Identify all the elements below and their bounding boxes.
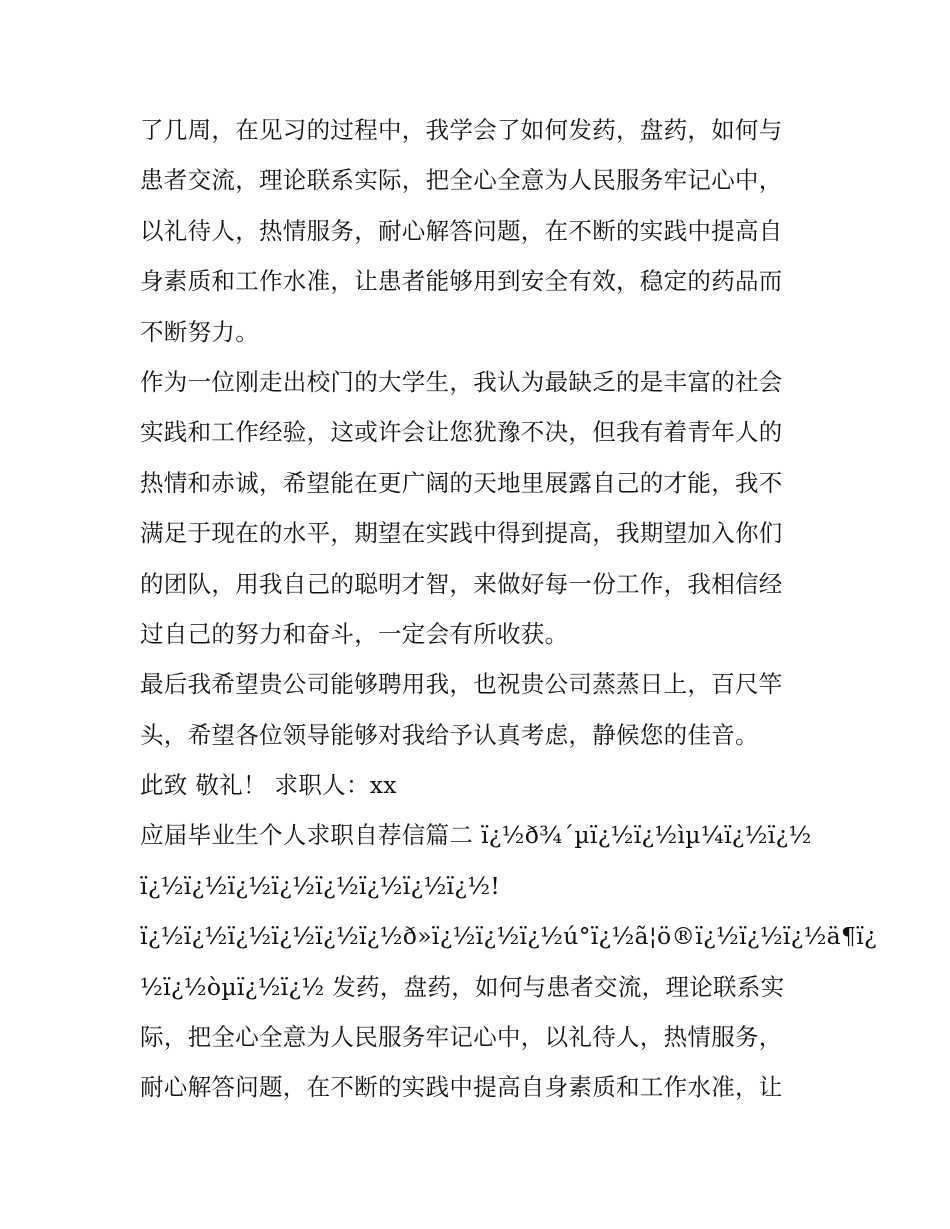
text-line: 身素质和工作水准，让患者能够用到安全有效，稳定的药品而 — [140, 267, 783, 296]
text-line: 了几周，在见习的过程中，我学会了如何发药，盘药，如何与 — [140, 116, 783, 144]
text-line: 以礼待人，热情服务，耐心解答问题，在不断的实践中提高自 — [140, 216, 783, 245]
text-line: 应届毕业生个人求职自荐信篇二 ï¿½ð¾´µï¿½ï¿½ìµ¼ï¿½ï¿½ — [140, 821, 812, 850]
text-line: 过自己的努力和奋斗，一定会有所收获。 — [140, 619, 569, 648]
text-line: 热情和赤诚，希望能在更广阔的天地里展露自己的才能，我不 — [140, 468, 783, 497]
text-line: 际，把全心全意为人民服务牢记心中，以礼待人，热情服务， — [140, 1023, 783, 1052]
text-line: 的团队，用我自己的聪明才智，来做好每一份工作，我相信经 — [140, 569, 783, 598]
text-line: 不断努力。 — [140, 317, 259, 346]
text-line: 头，希望各位领导能够对我给予认真考虑，静候您的佳音。 — [140, 720, 759, 749]
text-line: 满足于现在的水平，期望在实践中得到提高，我期望加入你们 — [140, 519, 783, 548]
text-line: 最后我希望贵公司能够聘用我，也祝贵公司蒸蒸日上，百尺竿 — [140, 670, 783, 699]
document-body — [140, 112, 877, 1120]
text-line: ½ï¿½òµï¿½ï¿½ 发药，盘药，如何与患者交流，理论联系实 — [140, 972, 785, 1001]
text-line: 耐心解答问题，在不断的实践中提高自身素质和工作水准，让 — [140, 1073, 783, 1102]
text-line: 患者交流，理论联系实际，把全心全意为人民服务牢记心中， — [140, 166, 783, 195]
text-line: 作为一位刚走出校门的大学生，我认为最缺乏的是丰富的社会 — [140, 367, 783, 396]
text-line: 实践和工作经验，这或许会让您犹豫不决，但我有着青年人的 — [140, 418, 783, 447]
text-line: 此致 敬礼！ 求职人：xx — [140, 771, 397, 800]
text-line: ï¿½ï¿½ï¿½ï¿½ï¿½ï¿½ð»ï¿½ï¿½ï¿½ú°ï¿½ã¦ö®ï¿½ï¿½ï¿½ä¶ï¿ — [140, 922, 877, 951]
text-line: ï¿½ï¿½ï¿½ï¿½ï¿½ï¿½ï¿½ï¿½! — [140, 871, 501, 900]
